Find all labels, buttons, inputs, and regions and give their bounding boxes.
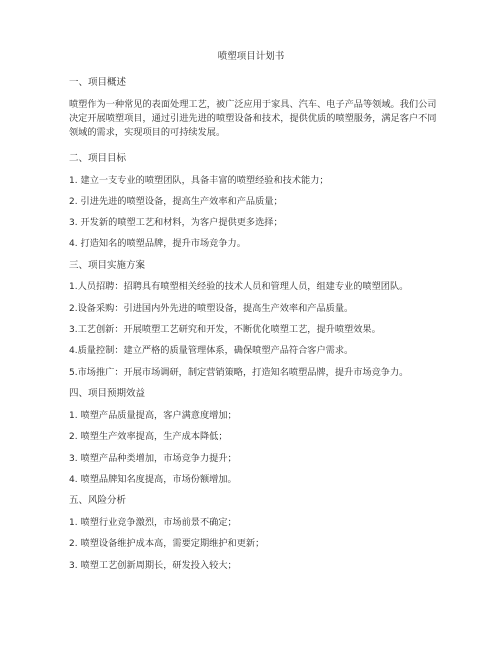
list-item: 1. 建立一支专业的喷塑团队，具备丰富的喷塑经验和技术能力；	[69, 175, 329, 186]
list-item: 3.工艺创新：开展喷塑工艺研究和开发，不断优化喷塑工艺，提升喷塑效果。	[69, 324, 381, 335]
section-heading-risk: 五、风险分析	[69, 495, 127, 506]
list-item: 1. 喷塑产品质量提高，客户满意度增加；	[69, 410, 237, 421]
list-item: 2. 喷塑生产效率提高，生产成本降低；	[69, 431, 228, 442]
list-item: 1.人员招聘：招聘具有喷塑相关经验的技术人员和管理人员，组建专业的喷塑团队。	[69, 281, 409, 292]
list-item: 5.市场推广：开展市场调研，制定营销策略，打造知名喷塑品牌，提升市场竞争力。	[69, 367, 409, 378]
list-item: 4.质量控制：建立严格的质量管理体系，确保喷塑产品符合客户需求。	[69, 345, 354, 356]
list-item: 3. 喷塑产品种类增加，市场竞争力提升；	[69, 453, 237, 464]
section-heading-benefits: 四、项目预期效益	[69, 388, 146, 399]
list-item: 2. 喷塑设备维护成本高，需要定期维护和更新；	[69, 538, 265, 549]
list-item: 3. 喷塑工艺创新周期长，研发投入较大；	[69, 560, 237, 571]
overview-paragraph: 喷塑作为一种常见的表面处理工艺，被广泛应用于家具、汽车、电子产品等领域。我们公司决定开展喷塑项目，通过引进先进的喷塑设备和技术，提供优质的喷塑服务，满足客户不同领域的需求，实现项目的可持续发展。	[69, 99, 437, 139]
list-item: 4. 喷塑品牌知名度提高，市场份额增加。	[69, 474, 237, 485]
document-title: 喷塑项目计划书	[217, 51, 285, 62]
list-item: 3. 开发新的喷塑工艺和材料，为客户提供更多选择；	[69, 217, 283, 228]
list-item: 2.设备采购：引进国内外先进的喷塑设备，提高生产效率和产品质量。	[69, 303, 354, 314]
list-item: 1. 喷塑行业竞争激烈，市场前景不确定；	[69, 517, 237, 528]
section-heading-overview: 一、项目概述	[69, 77, 127, 88]
section-heading-goals: 二、项目目标	[69, 153, 127, 164]
section-heading-implementation: 三、项目实施方案	[69, 260, 146, 271]
list-item: 2. 引进先进的喷塑设备，提高生产效率和产品质量；	[69, 196, 283, 207]
list-item: 4. 打造知名的喷塑品牌，提升市场竞争力。	[69, 238, 246, 249]
